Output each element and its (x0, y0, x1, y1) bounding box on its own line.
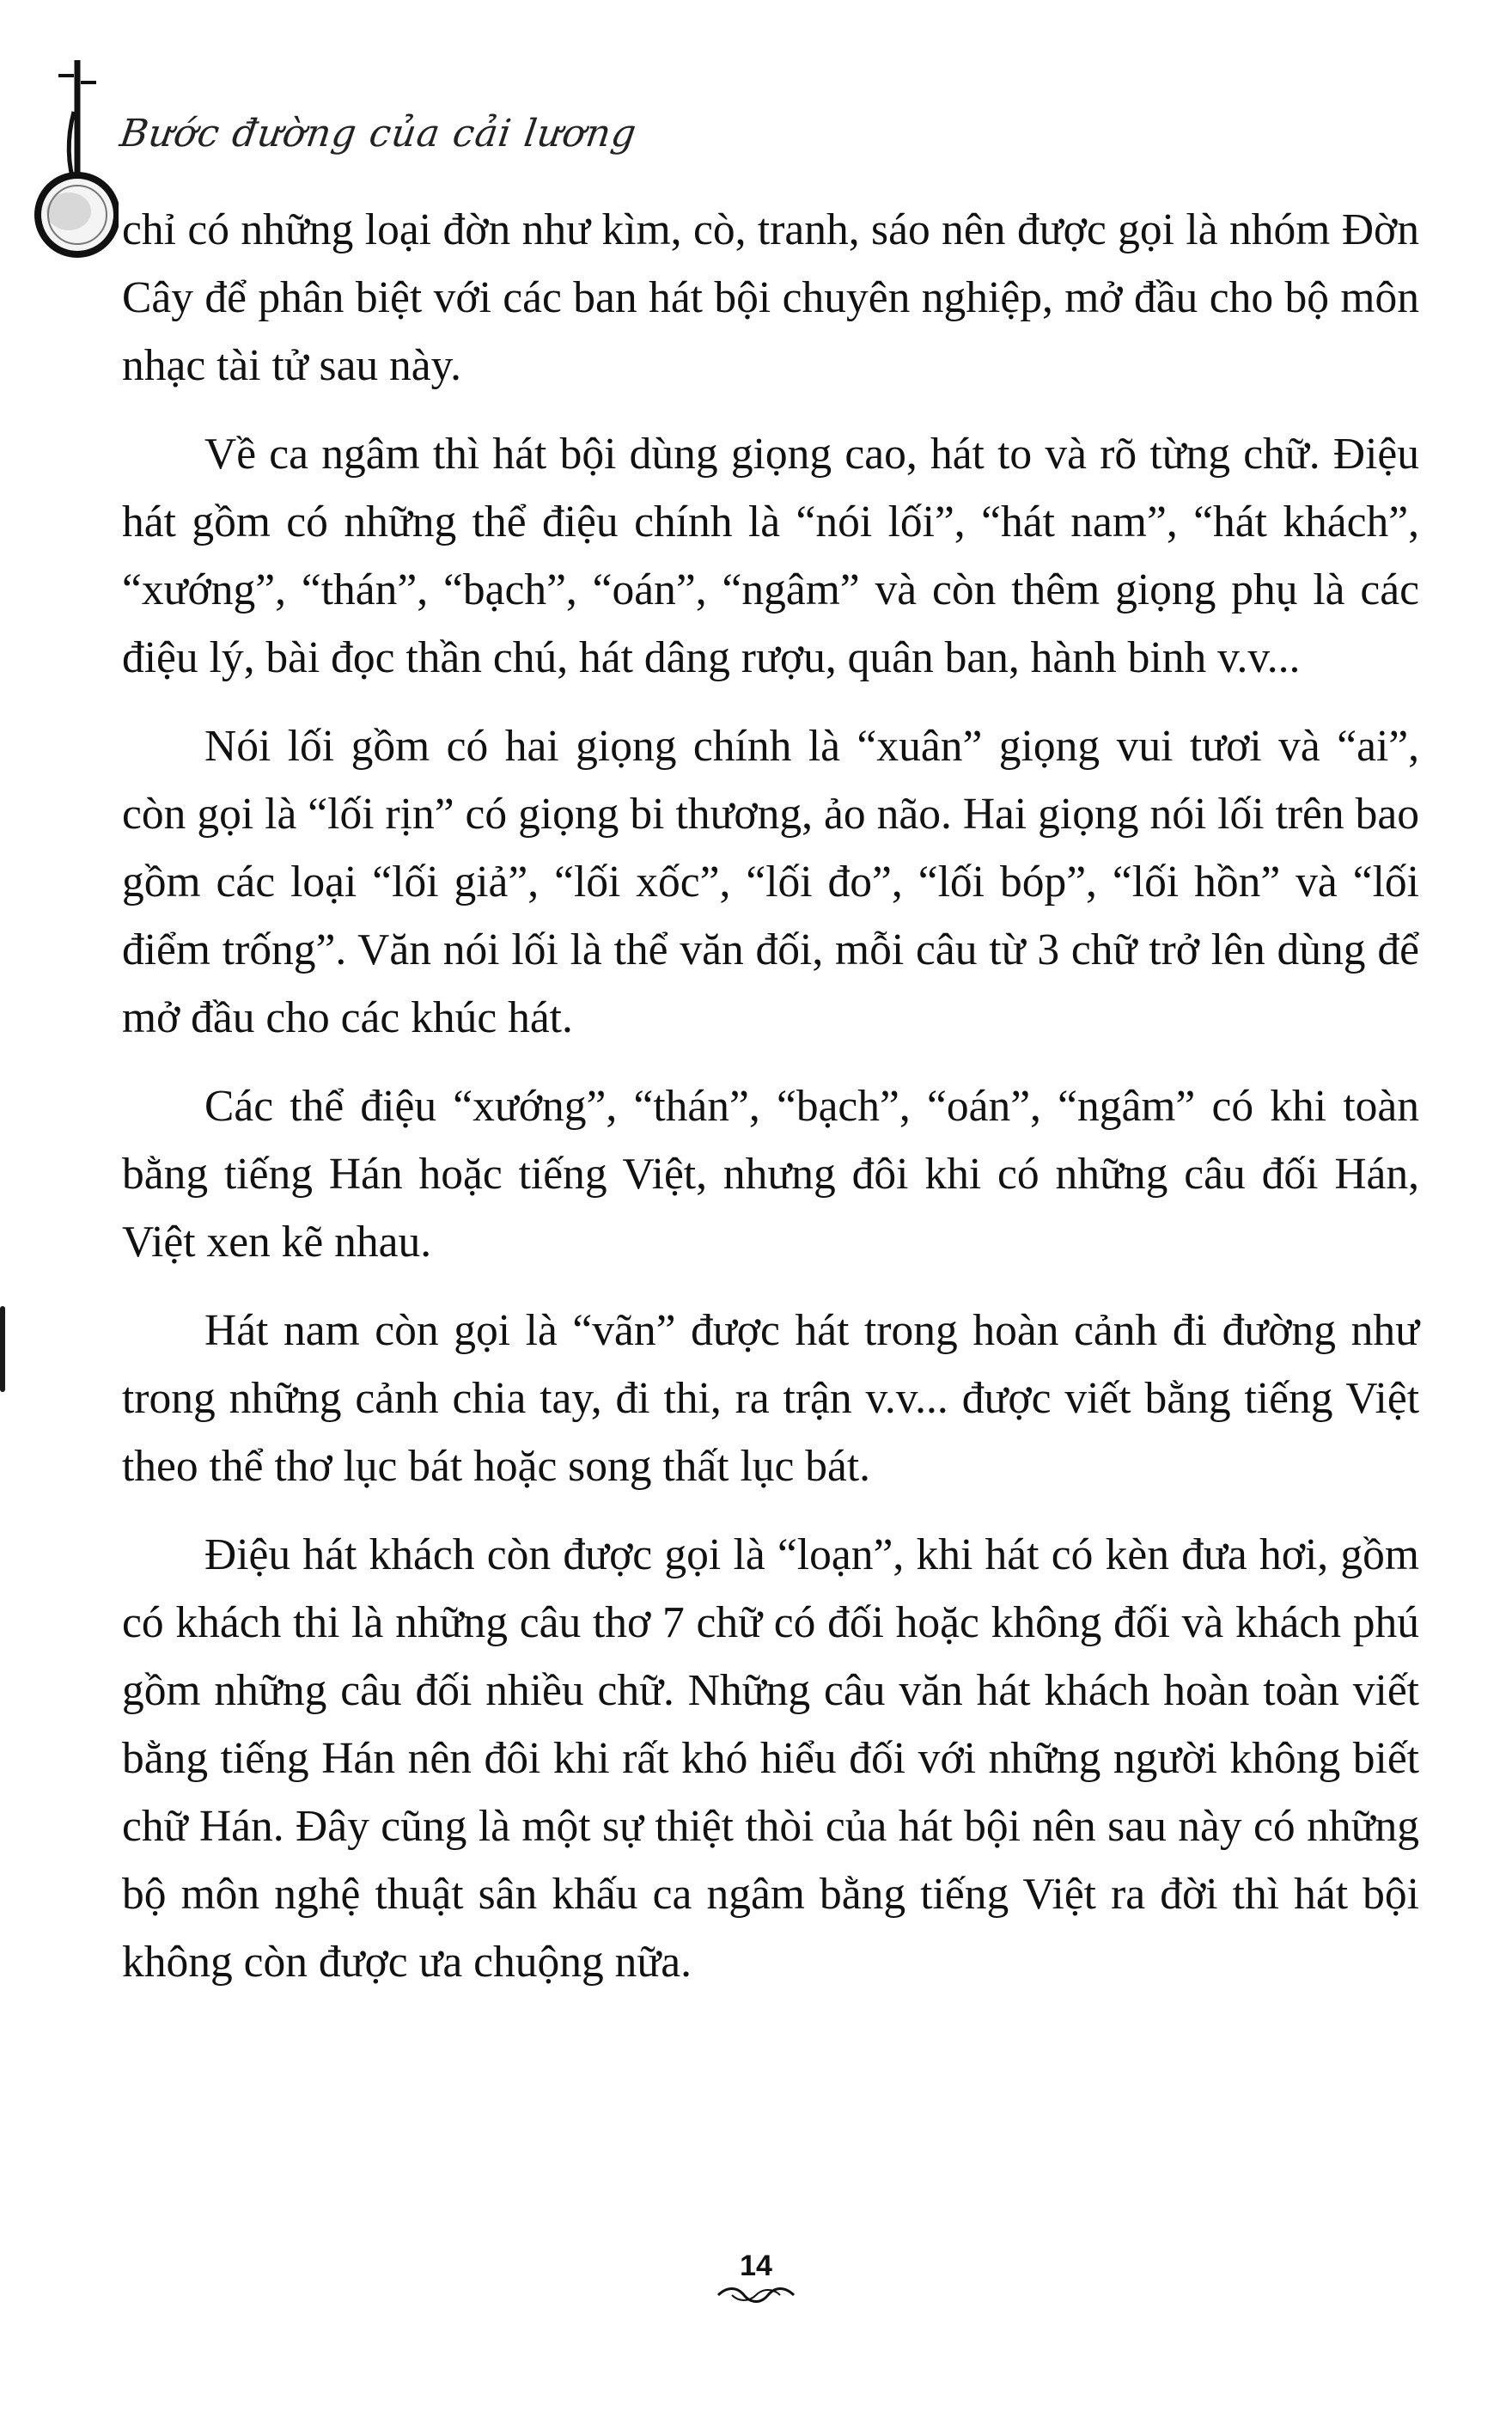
flourish-icon (713, 2283, 799, 2307)
paragraph: Các thể điệu “xướng”, “thán”, “bạch”, “oán”, “ngâm” có khi toàn bằng tiếng Hán hoặc tiếng Việt, nhưng đôi khi có những câu đối Hán, Việt xen kẽ nhau. (122, 1082, 1419, 1267)
page-footer (0, 2250, 1512, 2307)
running-title: Bước đường của cải lương (117, 112, 640, 156)
moon-lute-icon (24, 60, 119, 258)
paragraph: Điệu hát khách còn được gọi là “loạn”, khi hát có kèn đưa hơi, gồm có khách thi là những câu thơ 7 chữ có đối hoặc không đối và khách phú gồm những câu đối nhiều chữ. Những câu văn hát khách hoàn toàn viết bằng tiếng Hán nên đôi khi rất khó hiểu đối với những người không biết chữ Hán. Đây cũng là một sự thiệt thòi của hát bội nên sau này có những bộ môn nghệ thuật sân khấu ca ngâm bằng tiếng Việt ra đời thì hát bội không còn được ưa chuộng nữa. (122, 1530, 1419, 1987)
page-edge-mark (0, 1306, 5, 1392)
body-text (122, 196, 1419, 2017)
paragraph: chỉ có những loại đờn như kìm, cò, tranh, sáo nên được gọi là nhóm Đờn Cây để phân biệt với các ban hát bội chuyên nghiệp, mở đầu cho bộ môn nhạc tài tử sau này. (122, 205, 1419, 390)
paragraph: Nói lối gồm có hai giọng chính là “xuân” giọng vui tươi và “ai”, còn gọi là “lối rịn” có giọng bi thương, ảo não. Hai giọng nói lối trên bao gồm các loại “lối giả”, “lối xốc”, “lối đo”, “lối bóp”, “lối hồn” và “lối điểm trống”. Văn nói lối là thể văn đối, mỗi câu từ 3 chữ trở lên dùng để mở đầu cho các khúc hát. (122, 722, 1419, 1042)
page-number: 14 (740, 2250, 772, 2282)
paragraph: Hát nam còn gọi là “vãn” được hát trong hoàn cảnh đi đường như trong những cảnh chia tay, đi thi, ra trận v.v... được viết bằng tiếng Việt theo thể thơ lục bát hoặc song thất lục bát. (122, 1306, 1419, 1491)
paragraph: Về ca ngâm thì hát bội dùng giọng cao, hát to và rõ từng chữ. Điệu hát gồm có những thể điệu chính là “nói lối”, “hát nam”, “hát khách”, “xướng”, “thán”, “bạch”, “oán”, “ngâm” và còn thêm giọng phụ là các điệu lý, bài đọc thần chú, hát dâng rượu, quân ban, hành binh v.v... (122, 430, 1419, 682)
